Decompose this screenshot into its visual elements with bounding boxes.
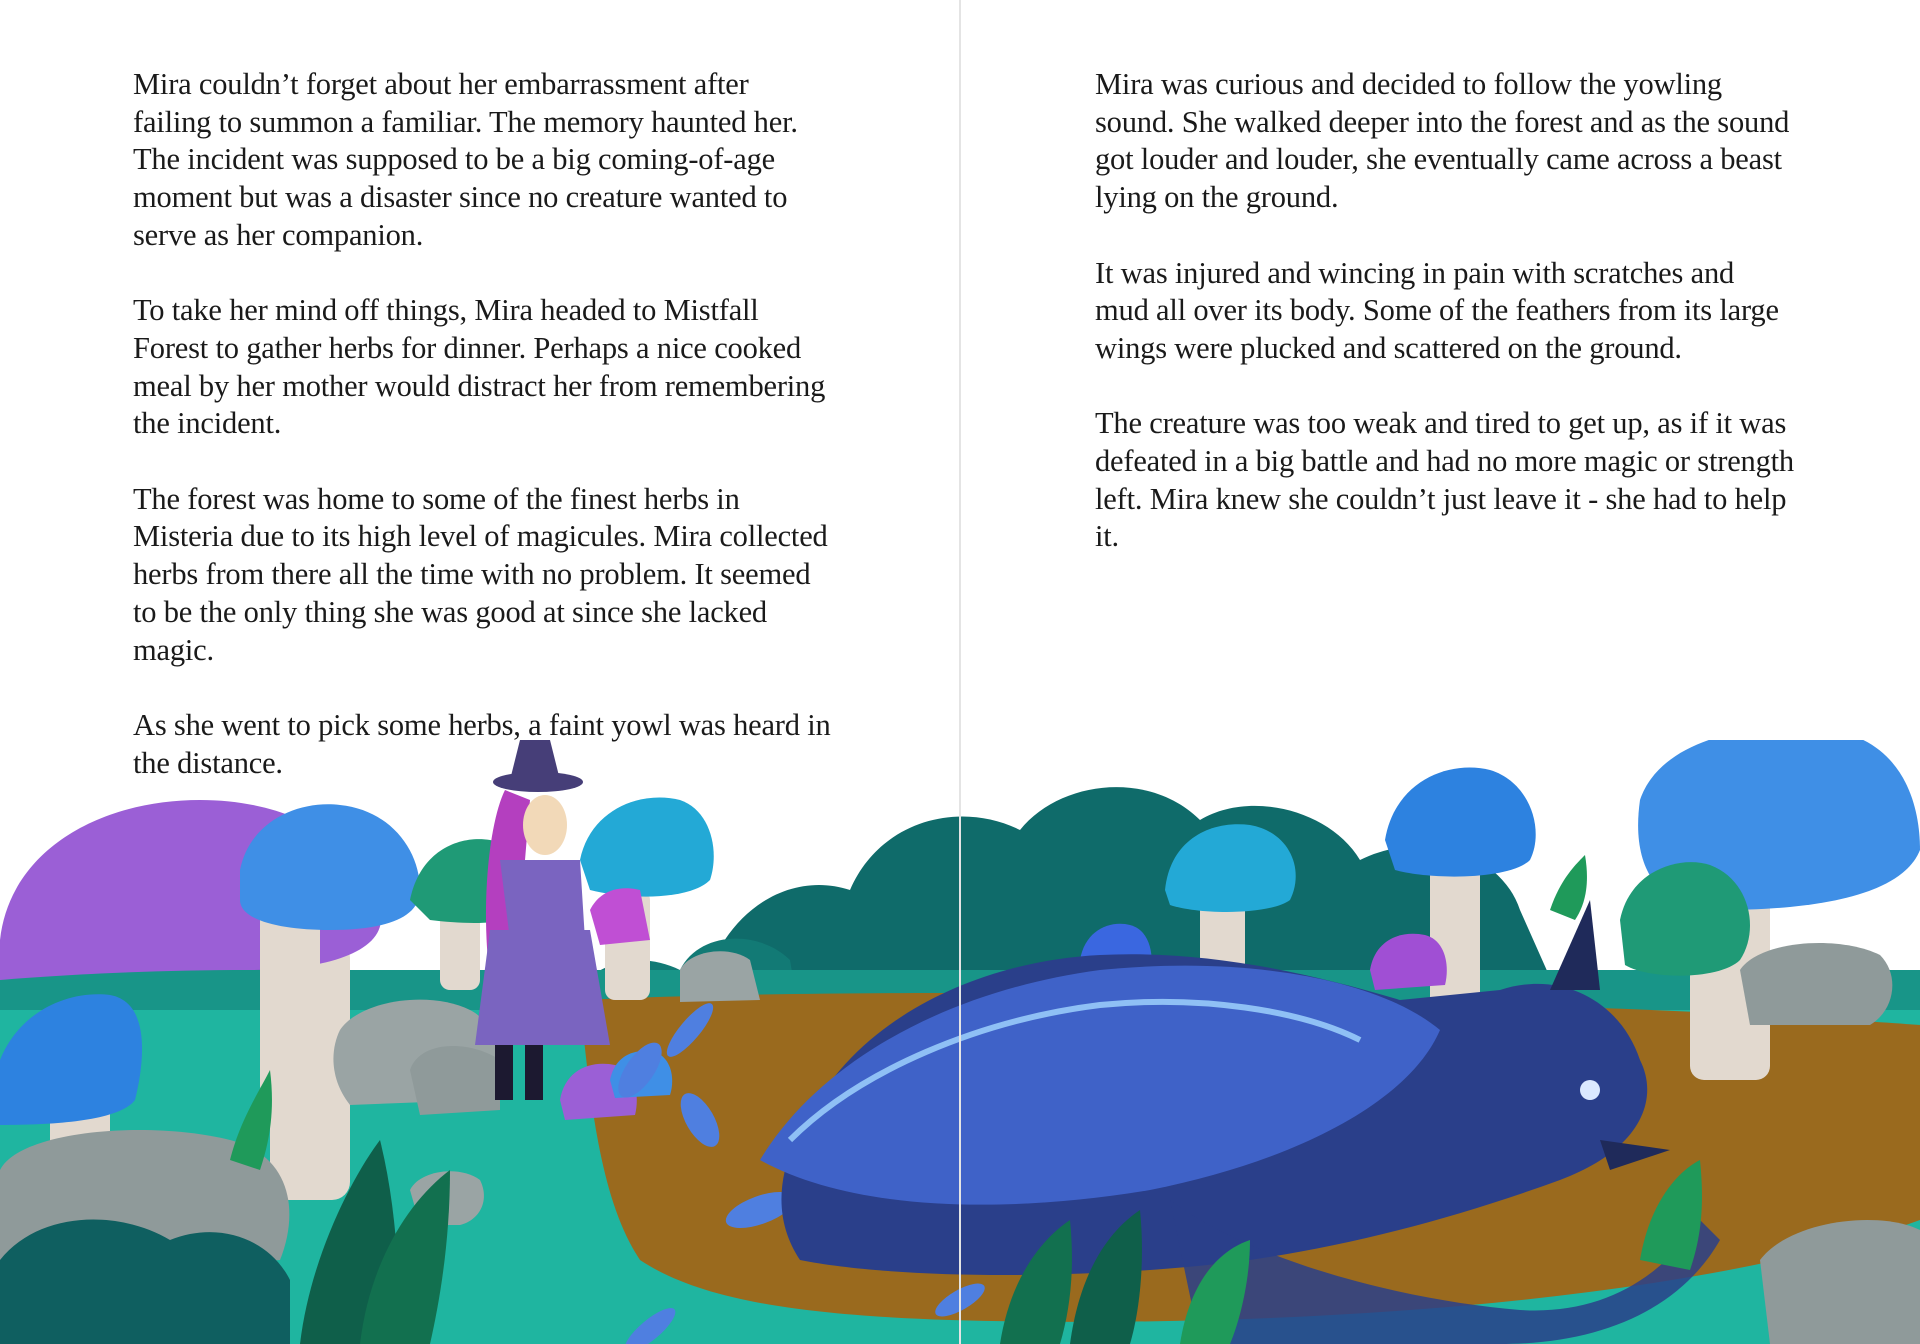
paragraph: It was injured and wincing in pain with scratches and mud all over its body. Some of the feathers from its large wings were plucked and scattered on the ground.	[1095, 255, 1779, 365]
paragraph: The forest was home to some of the finest herbs in Misteria due to its high level of magicules. Mira collected herbs from there all the time with no problem. It seemed to be the only thing she was good at since she lacked magic.	[133, 481, 828, 667]
book-spine	[959, 0, 961, 1344]
paragraph: The creature was too weak and tired to get up, as if it was defeated in a big battle and had no more magic or strength left. Mira knew she couldn’t just leave it - she had to help it.	[1095, 406, 1794, 554]
paragraph: To take her mind off things, Mira headed to Mistfall Forest to gather herbs for dinner. Perhaps a nice cooked meal by her mother would distract her from remembering the incident.	[133, 293, 826, 441]
paragraph: Mira couldn’t forget about her embarrassment after failing to summon a familiar. The memory haunted her. The incident was supposed to be a big coming-of-age moment but was a disaster since no creature wanted to serve as her companion.	[133, 67, 798, 252]
left-page-text	[133, 66, 833, 820]
paragraph: As she went to pick some herbs, a faint yowl was heard in the distance.	[133, 707, 831, 780]
right-page-text	[1095, 66, 1795, 594]
paragraph: Mira was curious and decided to follow the yowling sound. She walked deeper into the forest and as the sound got louder and louder, she eventually came across a beast lying on the ground.	[1095, 67, 1790, 215]
